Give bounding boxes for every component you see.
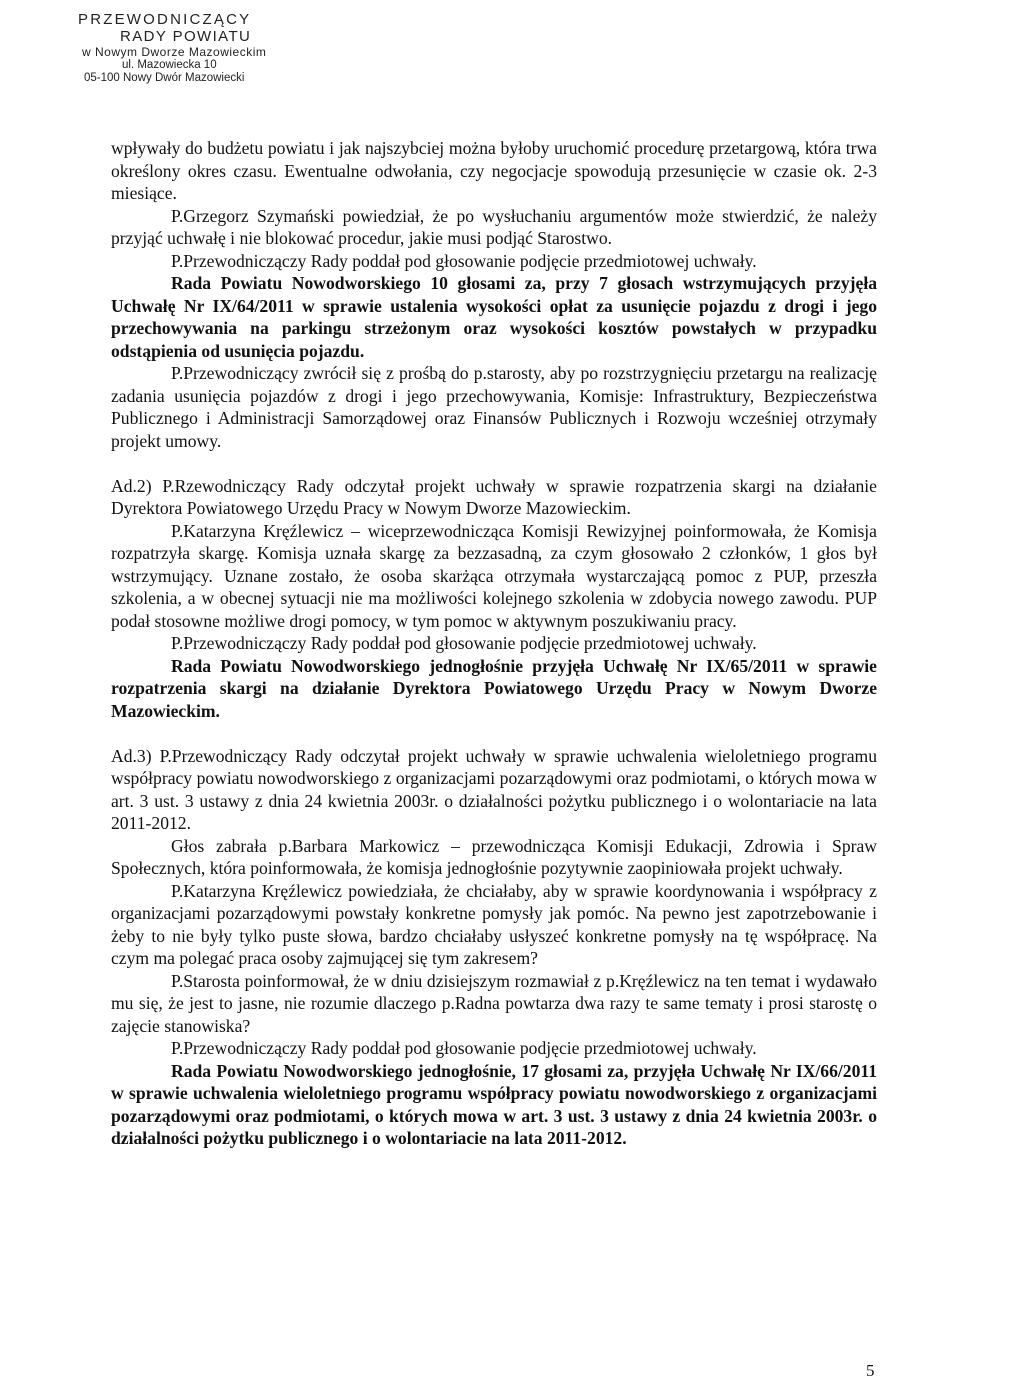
resolution-64: Rada Powiatu Nowodworskiego 10 głosami za, przy 7 głosach wstrzymujących przyjęła Uchwałę Nr IX/64/2011 w sprawie ustalenia wysokości opłat za usunięcie pojazdu z drogi i jego przechowywania na parkingu strzeżonym oraz wysokości kosztów powstałych w przypadku odstąpienia od usunięcia pojazdu. xyxy=(111,273,877,361)
resolution-65: Rada Powiatu Nowodworskiego jednogłośnie przyjęła Uchwałę Nr IX/65/2011 w sprawie rozpatrzenia skargi na działanie Dyrektora Powiatowego Urzędu Pracy w Nowym Dworze Mazowieckim. xyxy=(111,655,877,721)
paragraph-starosta: P.Starosta poinformował, że w dniu dzisiejszym rozmawiał z p.Kręźlewicz na ten temat i wydawało mu się, że jest to jasne, nie rozumie dlaczego p.Radna powtarza dwa razy te same tematy i prosi starostę o zajęcie stanowiska? xyxy=(111,970,877,1036)
stamp-street: ul. Mazowiecka 10 xyxy=(122,59,217,72)
paragraph-ad2: Ad.2) P.Rzewodniczący Rady odczytał projekt uchwały w sprawie rozpatrzenia skargi na działanie Dyrektora Powiatowego Urzędu Pracy w Nowym Dworze Mazowieckim. xyxy=(111,475,877,518)
paragraph-budget: wpływały do budżetu powiatu i jak najszybciej można byłoby uruchomić procedurę przetargową, która trwa określony okres czasu. Ewentualne odwołania, czy negocjacje spowodują przesunięcie w czasie ok. 2-3 miesiące. xyxy=(111,138,877,203)
stamp-postal: 05-100 Nowy Dwór Mazowiecki xyxy=(84,71,245,84)
paragraph-ad3: Ad.3) P.Przewodniczący Rady odczytał projekt uchwały w sprawie uchwalenia wieloletniego programu współpracy powiatu nowodworskiego z organizacjami pozarządowymi oraz podmiotami, o których mowa w art. 3 ust. 3 ustawy z dnia 24 kwietnia 2003r. o działalności pożytku publicznego i o wolontariacie na lata 2011-2012. xyxy=(111,745,877,833)
council-stamp xyxy=(78,12,266,85)
stamp-council: RADY POWIATU xyxy=(120,27,252,45)
paragraph-vote-call-2: P.Przewodniczączy Rady poddał pod głosowanie podjęcie przedmiotowej uchwały. xyxy=(171,633,757,653)
resolution-66: Rada Powiatu Nowodworskiego jednogłośnie, 17 głosami za, przyjęła Uchwałę Nr IX/66/2011 w sprawie uchwalenia wieloletniego programu współpracy powiatu nowodworskiego z organizacjami pozarządowymi oraz podmiotami, o których mowa w art. 3 ust. 3 ustawy z dnia 24 kwietnia 2003r. o działalności pożytku publicznego i o wolontariacie na lata 2011-2012. xyxy=(111,1060,877,1148)
document-body xyxy=(111,137,877,1150)
spacer xyxy=(111,452,877,475)
paragraph-markowicz: Głos zabrała p.Barbara Markowicz – przewodnicząca Komisji Edukacji, Zdrowia i Spraw Społecznych, która poinformowała, że komisja jednogłośnie pozytywnie zaopiniowała projekt uchwały. xyxy=(111,835,877,878)
paragraph-szymanski: P.Grzegorz Szymański powiedział, że po wysłuchaniu argumentów może stwierdzić, że należy przyjąć uchwałę i nie blokować procedur, jakie musi podjąć Starostwo. xyxy=(111,205,877,248)
stamp-location: w Nowym Dworze Mazowieckim xyxy=(82,44,267,59)
paragraph-vote-call-1: P.Przewodniczączy Rady poddał pod głosowanie podjęcie przedmiotowej uchwały. xyxy=(171,250,757,271)
paragraph-krezlewicz-2: P.Katarzyna Kręźlewicz powiedziała, że chciałaby, aby w sprawie koordynowania i współpracy z organizacjami pozarządowymi powstały konkretne pomysły jak pomóc. Na pewno jest zapotrzebowanie i żeby to nie były tylko puste słowa, bardzo chciałaby usłyszeć konkretne pomysły na tę współpracę. Na czym ma polegać praca osoby zajmującej się tym zakresem? xyxy=(111,880,877,968)
paragraph-krezlewicz-1: P.Katarzyna Kręźlewicz – wiceprzewodnicząca Komisji Rewizyjnej poinformowała, że Komisja rozpatrzyła skargę. Komisja uznała skargę za bezzasadną, za czym głosowało 2 członków, 1 głos był wstrzymujący. Uznane zostało, że osoba skarżąca otrzymała wystarczającą pomoc z PUP, przeszła szkolenia, a w obecnej sytuacji nie ma możliwości kolejnego szkolenia w zdobycia nowego zawodu. PUP podał stosowne możliwe drogi pomocy, w tym pomoc w aktywnym poszukiwaniu pracy. xyxy=(111,520,877,631)
spacer xyxy=(111,722,877,745)
page-number: 5 xyxy=(866,1361,875,1380)
paragraph-vote-call-3: P.Przewodniczączy Rady poddał pod głosowanie podjęcie przedmiotowej uchwały. xyxy=(171,1038,757,1058)
paragraph-request: P.Przewodniczący zwrócił się z prośbą do p.starosty, aby po rozstrzygnięciu przetargu na realizację zadania usunięcia pojazdów z drogi i jego przechowywania, Komisje: Infrastruktury, Bezpieczeństwa Publicznego i Administracji Samorządowej oraz Finansów Publicznych i Rozwoju wcześniej otrzymały projekt umowy. xyxy=(111,363,877,451)
stamp-title: PRZEWODNICZĄCY xyxy=(78,11,252,28)
